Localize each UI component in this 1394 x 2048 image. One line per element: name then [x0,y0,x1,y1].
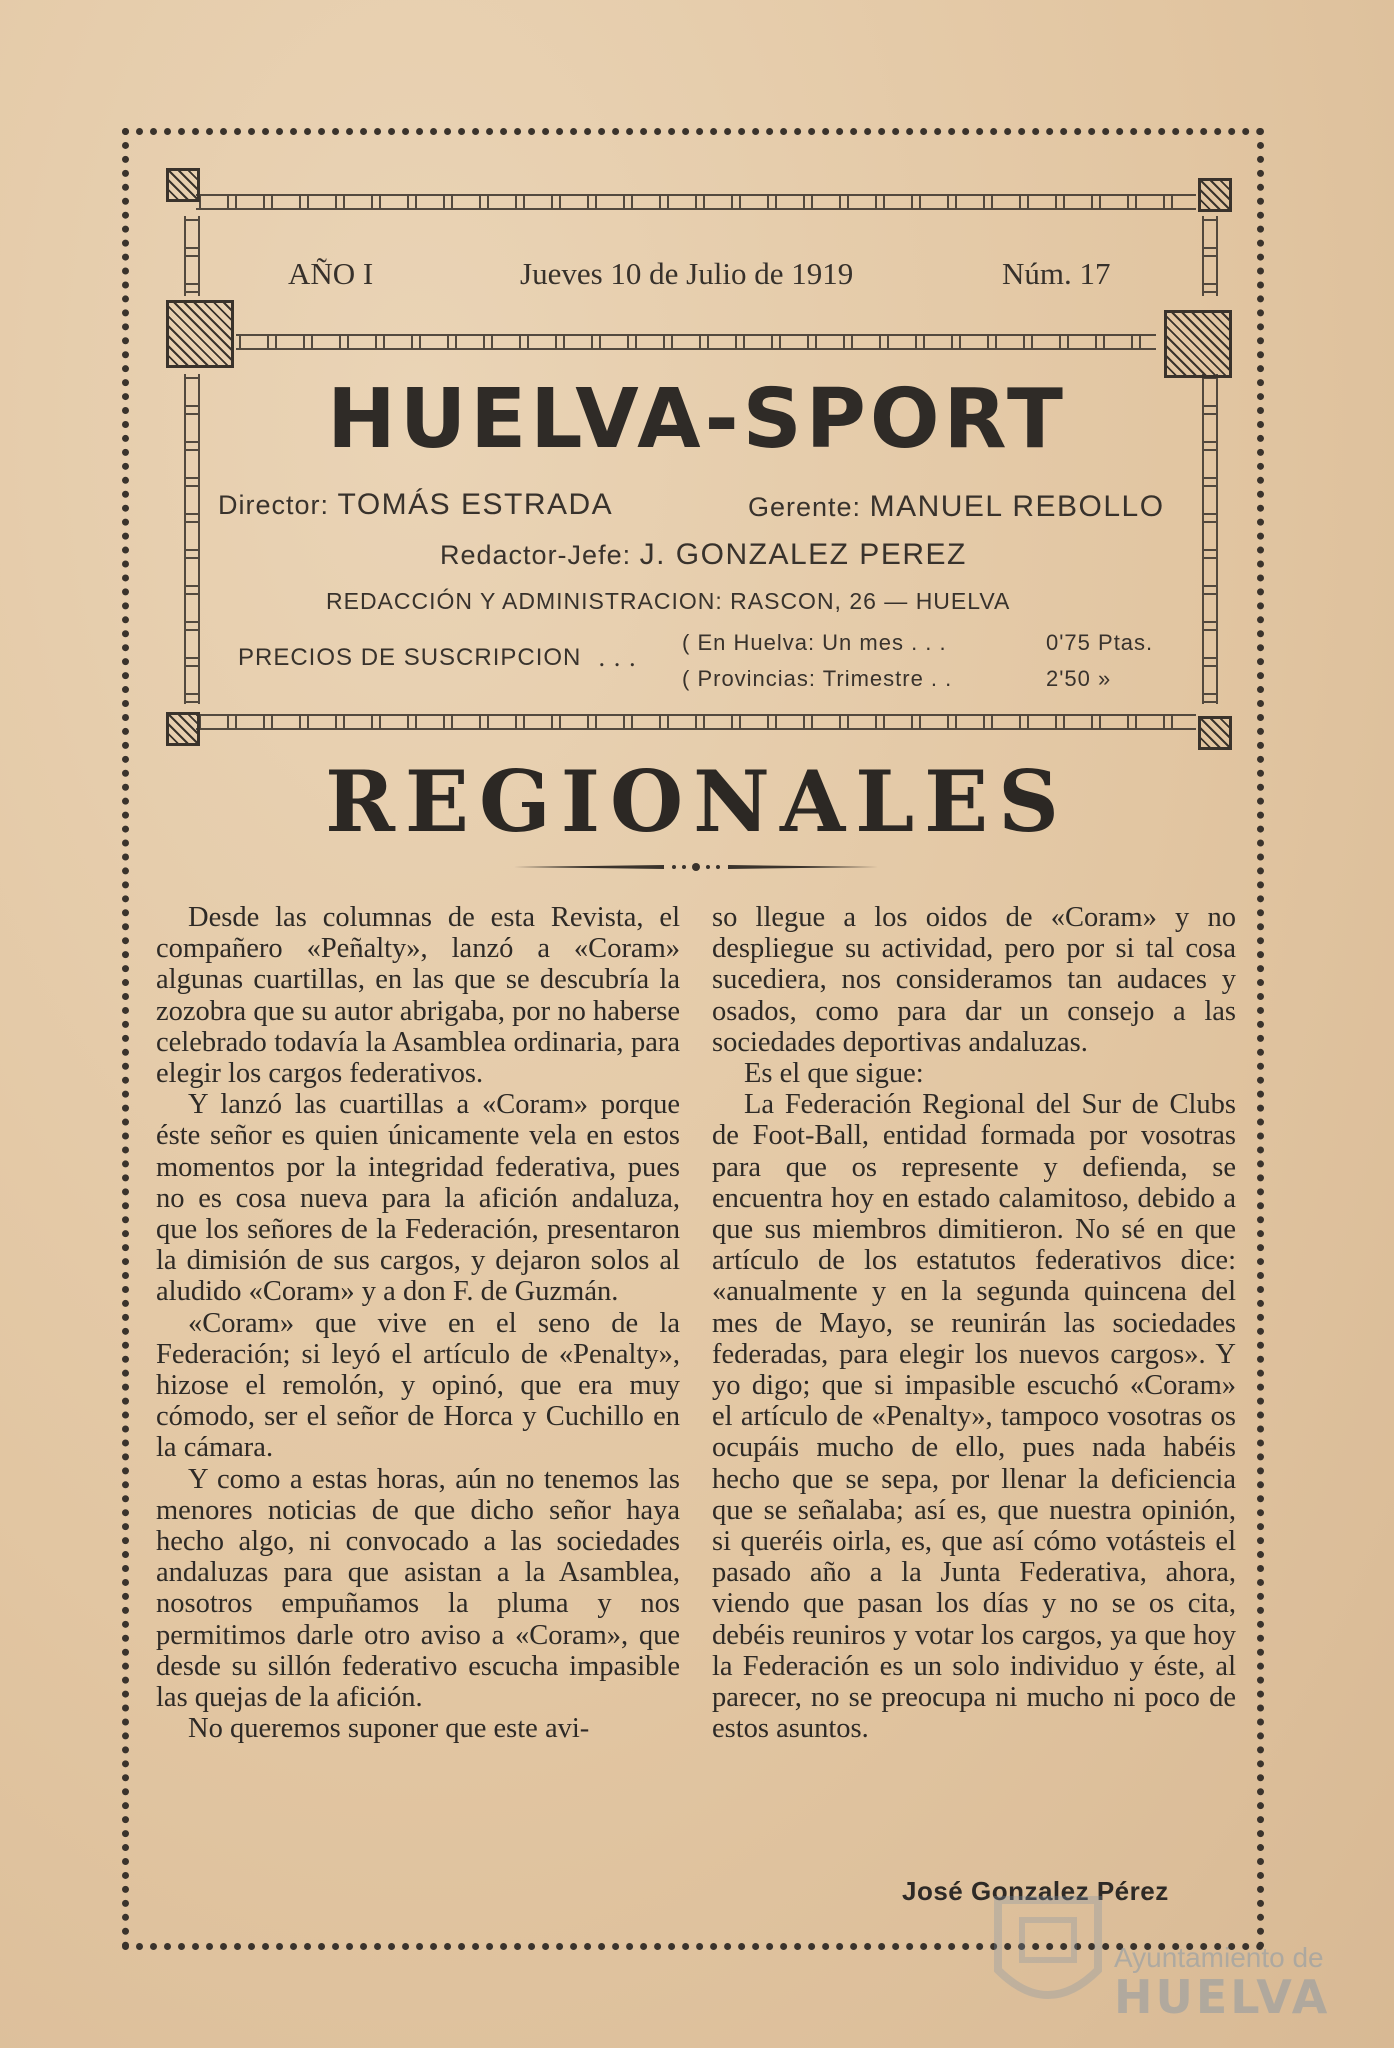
article-paragraph: No queremos suponer que este avi- [188,1713,590,1745]
article-paragraph: La Federación Regional del Sur de Clubs de Foot-Ball, entidad formada por vosotras para que os represente y defienda, se encuentra hoy en estado calamitoso, debido a que sus miembros dimitieron. No sé en que artículo de los estatutos federativos dice: «anualmente y en la segunda quincena del mes de Mayo, se reunirán las sociedades federadas, para elegir los nuevos cargos». Y yo digo; que si impasible escuchó «Coram» el artículo de «Penalty», tampoco vosotras os ocupáis mucho de ello, pues nada habéis hecho que se sepa, por llenar la deficiencia que se señalaba; así es, que nuestra opinión, si queréis oirla, es, que así cómo votásteis el pasado año a la Junta Federativa, ahora, viendo que pasan los días y no se os cita, debéis reuniros y votar los cargos, ya que hoy la Federación es un solo individuo y éste, al parecer, no se preocupa ni mucho ni poco de estos asuntos. [712,1089,1236,1745]
issue-year: AÑO I [288,256,374,291]
corner-ornament [1164,310,1232,378]
article-paragraph: so llegue a los oidos de «Coram» y no despliegue su actividad, pero por si tal cosa sucediera, nos consideramos tan audaces y osados, como para dar un consejo a las sociedades deportivas andaluzas. [712,902,1236,1058]
editor-name: J. GONZALEZ PEREZ [639,538,967,571]
article-column-left [156,902,680,1744]
price-row: ( En Huelva: Un mes . . . 0'75 Ptas. [682,630,1154,655]
corner-ornament [166,168,200,202]
subscription-prices-dots: . . . [598,644,637,672]
corner-ornament [166,712,200,746]
corner-ornament [1198,716,1232,750]
watermark-line-2: HUELVA [1114,1970,1331,2024]
corner-ornament [1198,178,1232,212]
article-paragraph: Es el que sigue: [744,1058,924,1090]
section-heading: REGIONALES [325,752,1069,851]
issue-number: Núm. 17 [1002,256,1111,291]
subscription-prices-label: PRECIOS DE SUSCRIPCION [238,644,582,671]
price-row: ( Provincias: Trimestre . . 2'50 » [682,666,1112,691]
director-name: TOMÁS ESTRADA [337,488,614,521]
article-column-right [712,902,1236,1744]
editor-line: Redactor-Jefe: J. GONZALEZ PEREZ [440,538,967,571]
price-value: 2'50 » [1046,666,1112,691]
director-line: Director: TOMÁS ESTRADA [218,488,614,521]
watermark-line-1: Ayuntamiento de [1114,1942,1324,1973]
issue-date: Jueves 10 de Julio de 1919 [520,256,854,291]
article-paragraph: Y lanzó las cuartillas a «Coram» porque éste señor es quien únicamente vela en estos momentos por la integridad federativa, pues no es cosa nueva para la afición andaluza, que los señores de la Federación, presentaron la dimisión de sus cargos, y dejaron solos al aludido «Coram» y a don F. de Guzmán. [156,1089,680,1308]
newspaper-title: HUELVA-SPORT [327,372,1067,467]
article-paragraph: Desde las columnas de esta Revista, el compañero «Peñalty», lanzó a «Coram» algunas cuartillas, en las que se descubría la zozobra que su autor abrigaba, por no haberse celebrado todavía la Asamblea ordinaria, para elegir los cargos federativos. [156,902,680,1090]
article-paragraph: Y como a estas horas, aún no tenemos las menores noticias de que dicho señor haya hecho algo, ni convocado a las sociedades andaluzas para que asistan a la Asamblea, nosotros empuñamos la pluma y nos permitimos darle otro aviso a «Coram», que desde su sillón federativo escucha impasible las quejas de la afición. [156,1463,680,1714]
manager-name: MANUEL REBOLLO [869,490,1165,523]
price-value: 0'75 Ptas. [1046,630,1154,655]
address-line: REDACCIÓN Y ADMINISTRACION: RASCON, 26 — HUELVA [326,588,1011,614]
corner-ornament [166,300,234,368]
divider-ornament [514,860,878,874]
manager-line: Gerente: MANUEL REBOLLO [748,490,1165,523]
article-signature: José Gonzalez Pérez [902,1876,1169,1906]
article-paragraph: «Coram» que vive en el seno de la Federación; si leyó el artículo de «Penalty», hizose el remolón, y opinó, que era muy cómodo, ser el señor de Horca y Cuchillo en la cámara. [156,1307,680,1464]
